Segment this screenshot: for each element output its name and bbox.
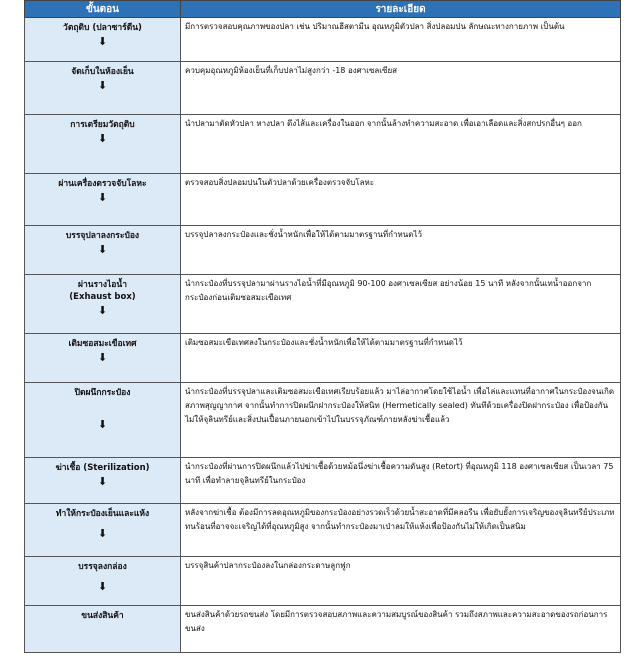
canning-process-table (24, 0, 621, 653)
arrow-down-icon: ⬇ (97, 35, 108, 48)
step-name: ปิดผนึกกระป๋อง (74, 388, 131, 398)
step-detail: นำกระป๋องที่บรรจุปลามาผ่านรางไอน้ำที่มีอุณหภูมิ 90-100 องศาเซลเซียส อย่างน้อย 15 นาที หลังจากนั้นเทน้ำออกจากกระป๋องก่อนเติมซอสมะเขือเทศ (181, 275, 621, 334)
step-detail: เติมซอสมะเขือเทศลงในกระป๋องและชั่งน้ำหนักเพื่อให้ได้ตามมาตรฐานที่กำหนดไว้ (181, 334, 621, 383)
column-header-step: ขั้นตอน (25, 1, 181, 18)
table-row (25, 62, 621, 115)
arrow-down-icon: ⬇ (97, 132, 108, 145)
step-detail: นำกระป๋องที่ผ่านการปิดผนึกแล้วไปฆ่าเชื้อด้วยหม้อนึ่งฆ่าเชื้อความดันสูง (Retort) ที่อุณหภูมิ 118 องศาเซลเซียส เป็นเวลา 75 นาที เพื่อทำลายจุลินทรีย์ในกระป๋อง (181, 458, 621, 504)
step-detail: มีการตรวจสอบคุณภาพของปลา เช่น ปริมาณฮีสตามีน อุณหภูมิตัวปลา สิ่งปลอมปน ลักษณะทางกายภาพ เป็นต้น (181, 18, 621, 62)
step-name: จัดเก็บในห้องเย็น (71, 67, 134, 77)
table-row (25, 174, 621, 226)
table-row (25, 275, 621, 334)
step-name: ฆ่าเชื้อ (Sterilization) (55, 463, 150, 473)
column-header-detail: รายละเอียด (181, 1, 621, 18)
step-cell (25, 226, 181, 275)
arrow-down-icon: ⬇ (97, 475, 108, 488)
table-row (25, 458, 621, 504)
step-name: บรรจุปลาลงกระป๋อง (65, 231, 140, 241)
step-cell (25, 18, 181, 62)
step-name-english: (Exhaust box) (69, 292, 136, 302)
step-name: บรรจุลงกล่อง (78, 562, 127, 572)
step-detail: ขนส่งสินค้าด้วยรถขนส่ง โดยมีการตรวจสอบสภาพและความสมบูรณ์ของสินค้า รวมถึงสภาพและความสะอาดของรถก่อนการขนส่ง (181, 606, 621, 653)
step-cell (25, 383, 181, 458)
table-row (25, 334, 621, 383)
step-cell (25, 606, 181, 653)
step-detail: ควบคุมอุณหภูมิห้องเย็นที่เก็บปลาไม่สูงกว่า -18 องศาเซลเซียส (181, 62, 621, 115)
arrow-down-icon: ⬇ (97, 418, 108, 431)
step-name: ผ่านเครื่องตรวจจับโลหะ (58, 179, 147, 189)
step-detail: นำปลามาตัดหัวปลา หางปลา ดึงไส้และเครื่องในออก จากนั้นล้างทำความสะอาด เพื่อเอาเลือดและสิ่งสกปรกอื่นๆ ออก (181, 115, 621, 174)
step-cell (25, 504, 181, 557)
table-row (25, 383, 621, 458)
step-name: ขนส่งสินค้า (81, 611, 124, 621)
arrow-down-icon: ⬇ (97, 79, 108, 92)
step-name: ผ่านรางไอน้ำ (77, 280, 128, 290)
step-name: วัตถุดิบ (ปลาซาร์ดีน) (63, 23, 142, 33)
table-row (25, 557, 621, 606)
table-row (25, 606, 621, 653)
step-detail: ตรวจสอบสิ่งปลอมปนในตัวปลาด้วยเครื่องตรวจจับโลหะ (181, 174, 621, 226)
step-name: ทำให้กระป๋องเย็นและแห้ง (55, 509, 150, 519)
step-cell (25, 62, 181, 115)
step-cell (25, 275, 181, 334)
step-detail: นำกระป๋องที่บรรจุปลาและเติมซอสมะเขือเทศเรียบร้อยแล้ว มาไล่อากาศโดยใช้ไอน้ำ เพื่อไล่และแทนที่อากาศในกระป๋องจนเกิดสภาพสุญญากาศ จากนั้นทำการปิดผนึกฝากระป๋องให้สนิท (Hermetically sealed) ทันทีด้วยเครื่องปิดฝากระป๋อง เพื่อป้องกันไม่ให้จุลินทรีย์และสิ่งปนเปื้อนภายนอกเข้าไปในบรรจุภัณฑ์ภายหลังฆ่าเชื้อแล้ว (181, 383, 621, 458)
table-row (25, 504, 621, 557)
arrow-down-icon: ⬇ (97, 304, 108, 317)
arrow-down-icon: ⬇ (97, 191, 108, 204)
step-cell (25, 334, 181, 383)
step-detail: บรรจุสินค้าปลากระป๋องลงในกล่องกระดาษลูกฟูก (181, 557, 621, 606)
arrow-down-icon: ⬇ (97, 580, 108, 593)
step-cell (25, 115, 181, 174)
step-cell (25, 458, 181, 504)
step-detail: หลังจากฆ่าเชื้อ ต้องมีการลดอุณหภูมิของกระป๋องอย่างรวดเร็วด้วยน้ำสะอาดที่มีคลอรีน เพื่อยับยั้งการเจริญของจุลินทรีย์ประเภททนร้อนที่อาจจะเจริญได้ที่อุณหภูมิสูง จากนั้นทำกระป๋องมาเป่าลมให้แห้งเพื่อป้องกันไม่ให้เกิดเป็นสนิม (181, 504, 621, 557)
arrow-down-icon: ⬇ (97, 527, 108, 540)
arrow-down-icon: ⬇ (97, 243, 108, 256)
table-header-row (25, 1, 621, 18)
table-row (25, 18, 621, 62)
step-cell (25, 174, 181, 226)
step-detail: บรรจุปลาลงกระป๋องและชั่งน้ำหนักเพื่อให้ได้ตามมาตรฐานที่กำหนดไว้ (181, 226, 621, 275)
step-name: เติมซอสมะเขือเทศ (68, 339, 137, 349)
table-row (25, 115, 621, 174)
step-cell (25, 557, 181, 606)
arrow-down-icon: ⬇ (97, 351, 108, 364)
table-row (25, 226, 621, 275)
step-name: การเตรียมวัตถุดิบ (70, 120, 135, 130)
